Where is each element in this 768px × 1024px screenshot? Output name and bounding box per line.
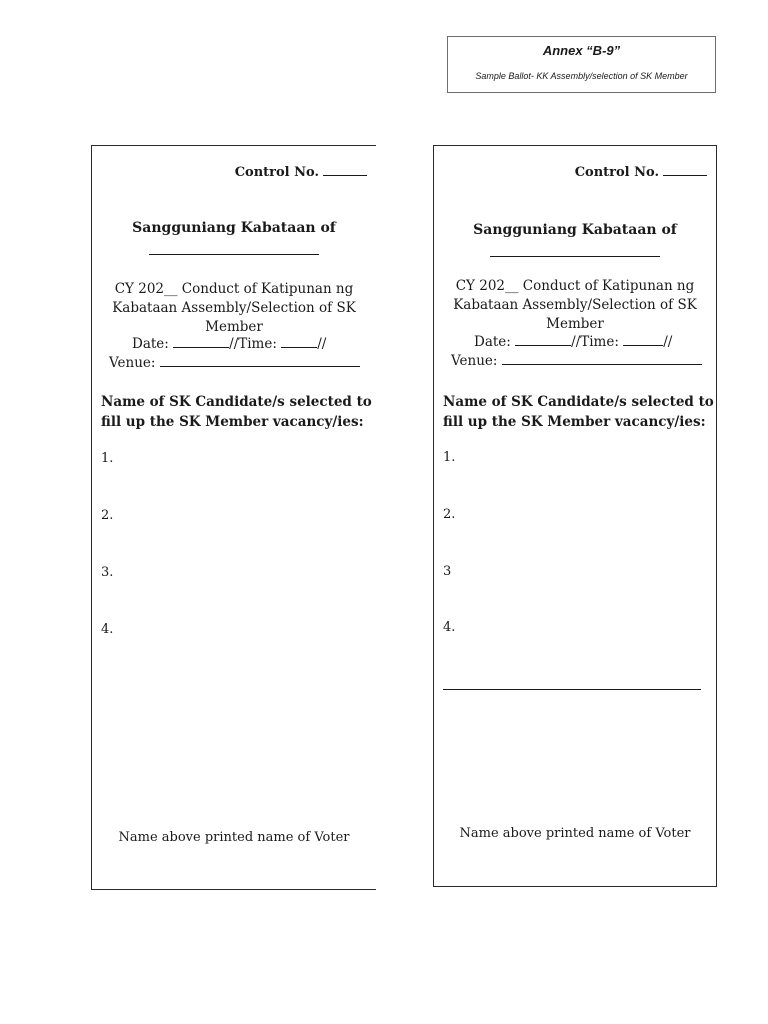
time-blank[interactable]: [623, 345, 663, 346]
candidates-heading-1: Name of SK Candidate/s selected to: [101, 394, 372, 410]
control-label: Control No.: [234, 165, 319, 180]
candidate-item-2[interactable]: 2.: [101, 508, 114, 523]
time-label: //Time:: [571, 334, 619, 350]
cy-line-3: Member: [546, 316, 604, 332]
ballot-right: [433, 145, 717, 887]
annex-subtitle: Sample Ballot- KK Assembly/selection of SK Member: [475, 71, 688, 81]
sk-title: Sangguniang Kabataan of: [473, 222, 677, 238]
venue-line: [109, 355, 360, 371]
candidates-heading-1: Name of SK Candidate/s selected to: [443, 394, 714, 410]
date-time-line: [132, 336, 326, 352]
candidate-item-1[interactable]: 1.: [443, 450, 456, 465]
cy-line-1: CY 202__ Conduct of Katipunan ng: [114, 281, 354, 297]
candidates-heading-2: fill up the SK Member vacancy/ies:: [101, 414, 364, 430]
date-time-line: [474, 334, 672, 350]
ballot-left: [91, 145, 376, 890]
sk-name-blank[interactable]: [490, 256, 660, 257]
sk-name-blank[interactable]: [149, 254, 319, 255]
venue-label: Venue:: [109, 355, 156, 371]
control-number: [235, 165, 367, 180]
cy-line-3: Member: [205, 319, 263, 335]
time-end: //: [317, 336, 327, 352]
cy-line-1: CY 202__ Conduct of Katipunan ng: [455, 278, 695, 294]
voter-signature-line[interactable]: [443, 689, 701, 690]
cy-line-2: Kabataan Assembly/Selection of SK: [112, 300, 356, 316]
candidate-item-4[interactable]: 4.: [101, 622, 114, 637]
voter-signature-label: Name above printed name of Voter: [459, 826, 691, 841]
candidate-item-4[interactable]: 4.: [443, 620, 456, 635]
annex-box: [447, 36, 716, 93]
date-label: Date:: [474, 334, 511, 350]
time-blank[interactable]: [281, 347, 317, 348]
candidate-item-3[interactable]: 3.: [101, 565, 114, 580]
candidate-item-3[interactable]: 3: [443, 564, 452, 579]
date-blank[interactable]: [173, 347, 229, 348]
annex-title: Annex “B-9”: [542, 43, 621, 58]
venue-line: [451, 353, 702, 369]
time-label: //Time:: [229, 336, 277, 352]
sk-title: Sangguniang Kabataan of: [132, 220, 336, 236]
venue-blank[interactable]: [160, 366, 360, 367]
time-end: //: [663, 334, 673, 350]
venue-blank[interactable]: [502, 364, 702, 365]
control-number: [575, 165, 707, 180]
control-blank[interactable]: [663, 175, 707, 176]
control-blank[interactable]: [323, 175, 367, 176]
voter-signature-label: Name above printed name of Voter: [118, 830, 350, 845]
date-label: Date:: [132, 336, 169, 352]
date-blank[interactable]: [515, 345, 571, 346]
candidate-item-1[interactable]: 1.: [101, 451, 114, 466]
control-label: Control No.: [574, 165, 659, 180]
candidate-item-2[interactable]: 2.: [443, 507, 456, 522]
venue-label: Venue:: [451, 353, 498, 369]
cy-line-2: Kabataan Assembly/Selection of SK: [453, 297, 697, 313]
candidates-heading-2: fill up the SK Member vacancy/ies:: [443, 414, 706, 430]
